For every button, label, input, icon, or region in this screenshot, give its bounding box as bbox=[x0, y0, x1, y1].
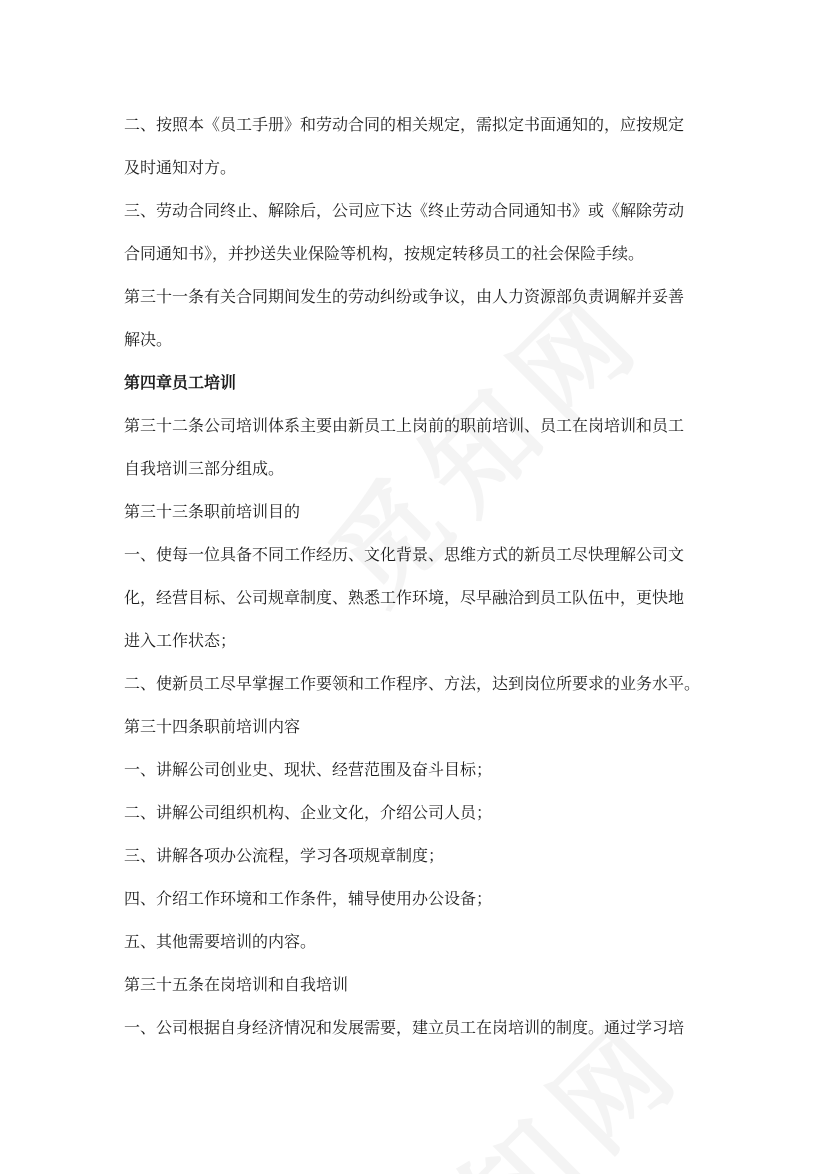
text-line: 化，经营目标、公司规章制度、熟悉工作环境，尽早融洽到员工队伍中，更快地 bbox=[124, 588, 685, 607]
text-line: 一、使每一位具备不同工作经历、文化背景、思维方式的新员工尽快理解公司文 bbox=[124, 545, 685, 564]
text-line: 第三十一条有关合同期间发生的劳动纠纷或争议，由人力资源部负责调解并妥善 bbox=[124, 287, 685, 306]
text-line: 二、讲解公司组织机构、企业文化，介绍公司人员； bbox=[124, 803, 493, 822]
text-line: 自我培训三部分组成。 bbox=[124, 459, 285, 478]
text-line: 第三十五条在岗培训和自我培训 bbox=[124, 975, 349, 994]
text-line: 三、劳动合同终止、解除后，公司应下达《终止劳动合同通知书》或《解除劳动 bbox=[124, 201, 685, 220]
text-line: 二、使新员工尽早掌握工作要领和工作程序、方法，达到岗位所要求的业务水平。 bbox=[124, 674, 701, 693]
text-line: 四、介绍工作环境和工作条件，辅导使用办公设备； bbox=[124, 889, 493, 908]
text-line: 第三十四条职前培训内容 bbox=[124, 717, 301, 736]
text-line: 一、公司根据自身经济情况和发展需要，建立员工在岗培训的制度。通过学习培 bbox=[124, 1018, 685, 1037]
text-line: 合同通知书》，并抄送失业保险等机构，按规定转移员工的社会保险手续。 bbox=[124, 244, 645, 263]
text-line: 五、其他需要培训的内容。 bbox=[124, 932, 317, 951]
text-line: 第三十二条公司培训体系主要由新员工上岗前的职前培训、员工在岗培训和员工 bbox=[124, 416, 685, 435]
text-line: 三、讲解各项办公流程，学习各项规章制度； bbox=[124, 846, 445, 865]
document-body bbox=[124, 103, 710, 1049]
text-line: 二、按照本《员工手册》和劳动合同的相关规定，需拟定书面通知的，应按规定 bbox=[124, 115, 685, 134]
text-line: 一、讲解公司创业史、现状、经营范围及奋斗目标； bbox=[124, 760, 493, 779]
text-line: 第三十三条职前培训目的 bbox=[124, 502, 301, 521]
text-line: 进入工作状态； bbox=[124, 631, 237, 650]
text-line: 解决。 bbox=[124, 330, 173, 349]
text-line: 及时通知对方。 bbox=[124, 158, 237, 177]
chapter-heading: 第四章员工培训 bbox=[124, 373, 237, 392]
